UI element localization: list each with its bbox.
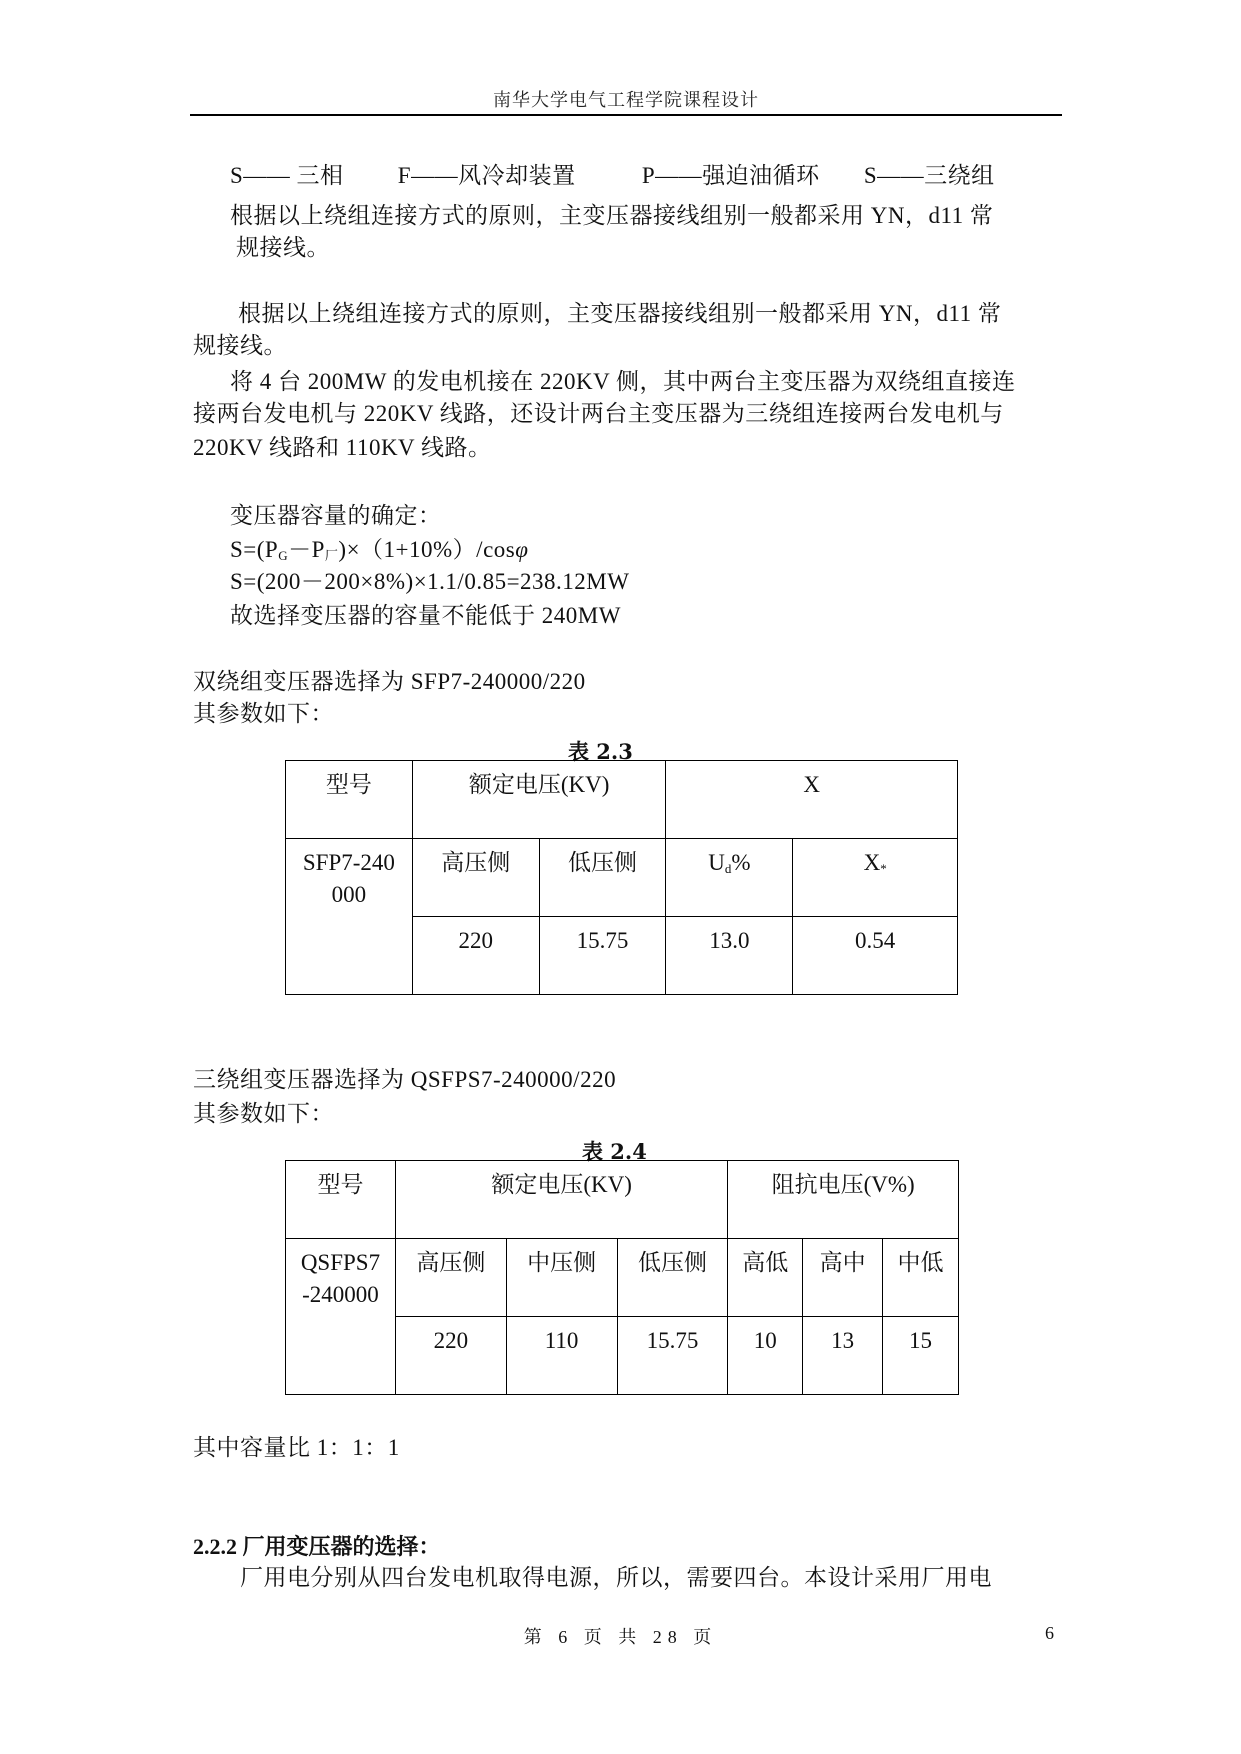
cell3-high-mid: 13 [803,1317,883,1395]
th3-rated-voltage: 额定电压(KV) [395,1161,727,1239]
th-ud-percent: $U_d\%$ [666,839,793,917]
section-line1: 厂用电分别从四台发电机取得电源，所以，需要四台。本设计采用厂用电 [240,1565,992,1590]
cell3-mid-low: 15 [883,1317,959,1395]
page-number: 6 [1045,1623,1054,1643]
para3-line3: 220KV 线路和 110KV 线路。 [193,435,492,460]
capacity-conclusion: 故选择变压器的容量不能低于 240MW [230,603,621,628]
th3-high-mid: 高中 [803,1239,883,1317]
cell-x-star: 0.54 [793,917,958,995]
capacity-title: 变压器容量的确定： [230,503,442,528]
cell3-high: 220 [395,1317,506,1395]
table-2-3-caption: 表 2.3 [568,739,633,764]
cell3-mid: 110 [506,1317,617,1395]
three-winding-intro: 三绕组变压器选择为 QSFPS7-240000/220 [193,1067,617,1092]
cell-low-voltage: 15.75 [539,917,666,995]
th-rated-voltage: 额定电压(KV) [412,761,666,839]
two-winding-params-label: 其参数如下： [193,701,334,726]
th-model: 型号 [286,761,413,839]
th3-low-side: 低压侧 [617,1239,728,1317]
abbreviation-line [230,160,995,192]
para1-line2: 规接线。 [236,235,330,260]
th-reactance: X [666,761,958,839]
capacity-ratio: 其中容量比 1：1：1 [193,1435,400,1460]
cell3-low: 15.75 [617,1317,728,1395]
cell-high-voltage: 220 [412,917,539,995]
th-x-star: $X_*$ [793,839,958,917]
th3-mid-low: 中低 [883,1239,959,1317]
abbr-f-air-cooling: F——风冷却装置 [397,163,576,188]
three-winding-table [285,1160,959,1395]
abbr-s-three-phase: S—— 三相 [230,163,344,188]
header-rule [190,114,1062,116]
th3-high-side: 高压侧 [395,1239,506,1317]
three-winding-params-label: 其参数如下： [193,1101,334,1126]
cell-model: SFP7-240 000 [286,839,413,995]
th3-impedance-voltage: 阻抗电压(V%) [728,1161,959,1239]
th3-model: 型号 [286,1161,396,1239]
para2-line2: 规接线。 [193,333,287,358]
page-footer: 第 6 页 共 28 页 [523,1627,718,1647]
two-winding-intro: 双绕组变压器选择为 SFP7-240000/220 [193,669,586,694]
abbr-p-forced-oil: P——强迫油循环 [641,163,820,188]
capacity-formula-2: S=(200－200×8%)×1.1/0.85=238.12MW [230,569,630,594]
cell3-model: QSFPS7 -240000 [286,1239,396,1395]
page-header-title: 南华大学电气工程学院课程设计 [493,90,759,110]
cell3-high-low: 10 [728,1317,803,1395]
two-winding-table [285,760,958,995]
para2-line1: 根据以上绕组连接方式的原则，主变压器接线组别一般都采用 YN，d11 常 [238,301,1002,326]
para3-line1: 将 4 台 200MW 的发电机接在 220KV 侧，其中两台主变压器为双绕组直接连 [230,369,1016,394]
th-low-voltage-side: 低压侧 [539,839,666,917]
th-high-voltage-side: 高压侧 [412,839,539,917]
table-2-4-caption: 表 2.4 [582,1139,647,1164]
th3-mid-side: 中压侧 [506,1239,617,1317]
para1-line1: 根据以上绕组连接方式的原则，主变压器接线组别一般都采用 YN，d11 常 [230,203,994,228]
section-heading: 2.2.2 厂用变压器的选择： [193,1534,441,1559]
abbr-s-three-winding: S——三绕组 [863,163,995,188]
th3-high-low: 高低 [728,1239,803,1317]
capacity-formula-1: $S=(P_G-P_厂)\times(1+10\%)$/cosφ [230,537,529,563]
cell-ud: 13.0 [666,917,793,995]
para3-line2: 接两台发电机与 220KV 线路，还设计两台主变压器为三绕组连接两台发电机与 [193,401,1004,426]
